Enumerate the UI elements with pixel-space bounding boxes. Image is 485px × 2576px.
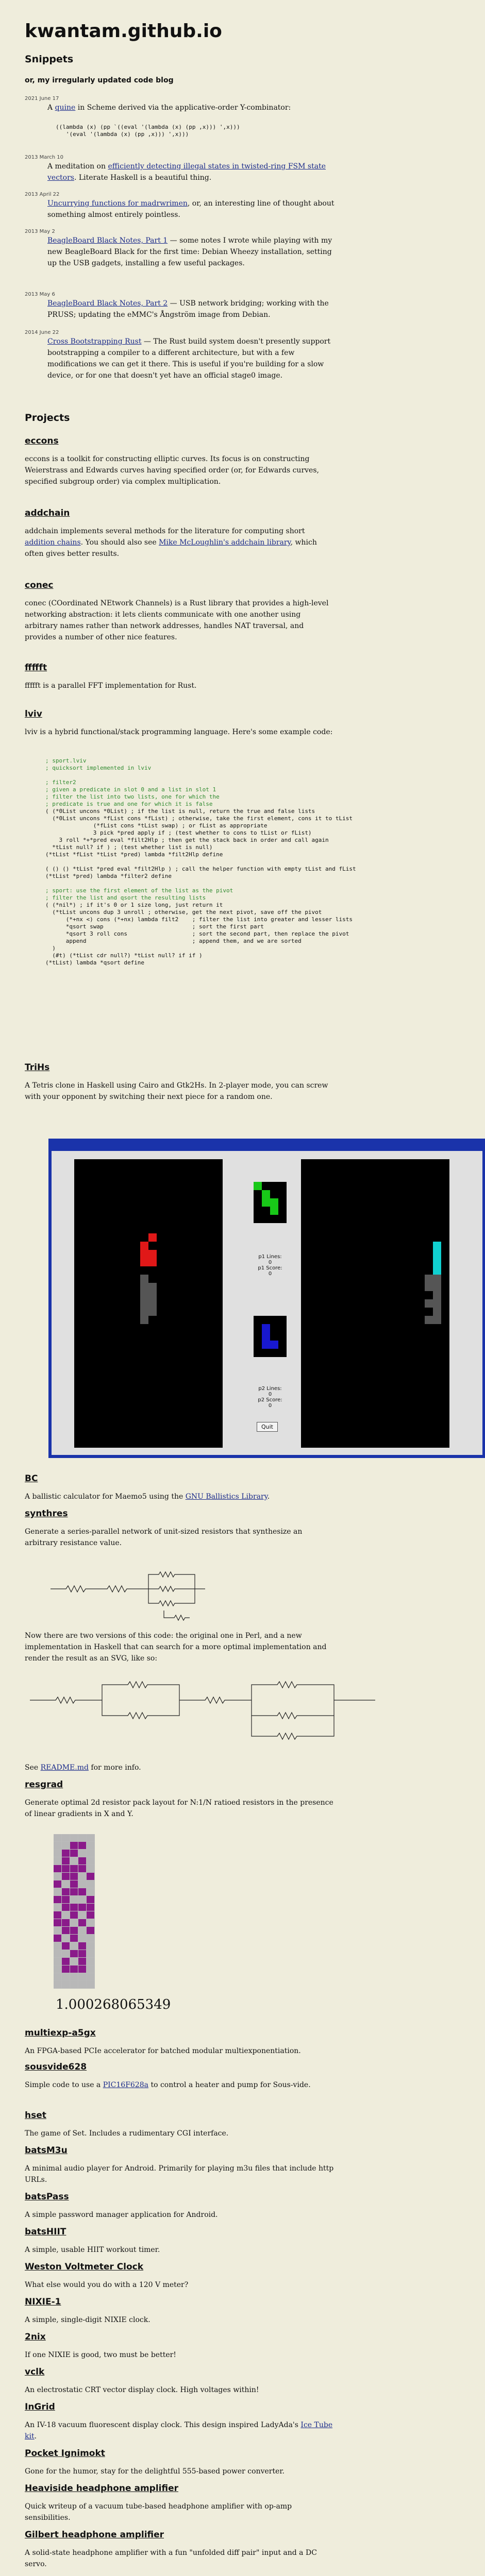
- tetris-block: [140, 1250, 148, 1258]
- resgrad-cell: [54, 1958, 61, 1965]
- project-desc: [25, 1762, 334, 1773]
- code-line: (#t) (*tList cdr null?) *tList null? if if ): [52, 952, 203, 959]
- resgrad-figure: [54, 1834, 95, 1989]
- resgrad-cell: [87, 1981, 94, 1988]
- resgrad-cell: [70, 1834, 78, 1841]
- resgrad-cell: [70, 1873, 78, 1880]
- post-date: 2013 May 6: [25, 292, 55, 297]
- code-line: ; filter the list into two lists, one for which the: [45, 793, 220, 800]
- project-title-vclk[interactable]: vclk: [25, 2367, 45, 2377]
- tetris-block: [433, 1316, 441, 1324]
- resgrad-cell: [54, 1834, 61, 1841]
- resgrad-caption: 1.000268065349: [56, 1997, 171, 2012]
- resgrad-cell: [87, 1927, 94, 1934]
- resgrad-cell: [54, 1981, 61, 1988]
- resgrad-cell: [62, 1981, 70, 1988]
- tetris-block: [262, 1341, 270, 1349]
- resgrad-cell: [70, 1935, 78, 1942]
- post-text-post: in Scheme derived via the applicative-order Y-combinator:: [75, 104, 291, 112]
- projects-heading: Projects: [25, 412, 70, 423]
- resgrad-cell: [78, 1904, 86, 1911]
- resgrad-cell: [62, 1904, 70, 1911]
- resgrad-cell: [54, 1911, 61, 1919]
- tetris-block: [148, 1308, 157, 1316]
- resgrad-cell: [62, 1842, 70, 1849]
- resgrad-cell: [62, 1880, 70, 1888]
- post-text-pre: A meditation on: [47, 162, 108, 171]
- resgrad-cell: [54, 1896, 61, 1903]
- code-line: (*tList uncons dup 3 unroll ; otherwise, get the next pivot, save off the pivot: [52, 909, 322, 916]
- project-desc-text: .: [34, 2432, 37, 2441]
- post-link[interactable]: BeagleBoard Black Notes, Part 1: [47, 236, 168, 245]
- post-link[interactable]: BeagleBoard Black Notes, Part 2: [47, 299, 168, 308]
- p2-next-piece: [254, 1316, 287, 1357]
- code-line: ( (*0List uncons *0List) ; if the list is null, return the true and false lists: [45, 808, 315, 815]
- resgrad-cell: [78, 1927, 86, 1934]
- post-text-post: . Literate Haskell is a beautiful thing.: [74, 174, 212, 182]
- resgrad-cell: [78, 1950, 86, 1957]
- resgrad-cell: [62, 1942, 70, 1950]
- project-title-batsm3u[interactable]: batsM3u: [25, 2145, 68, 2156]
- tetris-block: [148, 1250, 157, 1258]
- resgrad-cell: [70, 1965, 78, 1973]
- resgrad-cell: [87, 1865, 94, 1872]
- post-item: [47, 161, 336, 183]
- resgrad-cell: [87, 1958, 94, 1965]
- project-desc: A simple, single-digit NIXIE clock.: [25, 2316, 150, 2324]
- resgrad-cell: [62, 1950, 70, 1957]
- resgrad-cell: [78, 1888, 86, 1895]
- project-title-trihs[interactable]: TriHs: [25, 1062, 50, 1073]
- snippets-heading: Snippets: [25, 54, 74, 65]
- project-desc: A solid-state headphone amplifier with a fun "unfolded diff pair" input and a DC servo.: [25, 2549, 317, 2568]
- project-desc-text: for more info.: [88, 1764, 141, 1772]
- resgrad-cell: [78, 1873, 86, 1880]
- resgrad-cell: [54, 1935, 61, 1942]
- project-desc: An electrostatic CRT vector display clock. High voltages within!: [25, 2386, 259, 2394]
- code-line: *qsort swap ; sort the first part: [65, 923, 264, 930]
- resgrad-cell: [78, 1965, 86, 1973]
- tetris-block: [433, 1258, 441, 1266]
- p1-board: [74, 1159, 223, 1448]
- tetris-block: [433, 1266, 441, 1275]
- project-title-batspass[interactable]: batsPass: [25, 2192, 69, 2202]
- resgrad-cell: [62, 1834, 70, 1841]
- tetris-block: [140, 1316, 148, 1324]
- project-title-ffffft[interactable]: ffffft: [25, 663, 47, 673]
- resgrad-cell: [70, 1850, 78, 1857]
- readme-link[interactable]: README.md: [40, 1764, 89, 1772]
- post-item: [47, 198, 336, 221]
- project-desc: [25, 2079, 334, 2091]
- tetris-block: [262, 1332, 270, 1341]
- resgrad-cell: [70, 1842, 78, 1849]
- resgrad-cell: [54, 1965, 61, 1973]
- project-desc: lviv is a hybrid functional/stack programming language. Here's some example code:: [25, 728, 333, 736]
- project-title-hset[interactable]: hset: [25, 2110, 46, 2121]
- tetris-block: [433, 1299, 441, 1308]
- tetris-block: [433, 1275, 441, 1283]
- project-desc: Generate optimal 2d resistor pack layout for N:1/N ratioed resistors in the presence of linear gradients in X and Y.: [25, 1799, 333, 1818]
- resgrad-cell: [78, 1981, 86, 1988]
- project-desc: Now there are two versions of this code: the original one in Perl, and a new implementation in Haskell that can search for a more optimal implementation and render the result as an SVG, like so:: [25, 1632, 327, 1663]
- code-line: (*0List uncons *fList cons *fList) ; otherwise, take the first element, cons it to tList: [52, 815, 353, 822]
- code-line: ; filter the list and qsort the resulting lists: [45, 894, 206, 901]
- tetris-block: [425, 1283, 433, 1291]
- post-link[interactable]: quine: [55, 104, 76, 112]
- post-date: 2014 June 22: [25, 330, 59, 335]
- gnu-ballistics-link[interactable]: GNU Ballistics Library: [185, 1493, 267, 1501]
- resgrad-cell: [70, 1904, 78, 1911]
- resgrad-cell: [78, 1857, 86, 1865]
- tetris-block: [254, 1182, 262, 1190]
- project-title-heaviside[interactable]: Heaviside headphone amplifier: [25, 2483, 178, 2494]
- tetris-client-area: [52, 1151, 482, 1455]
- tetris-block: [148, 1283, 157, 1291]
- project-title-multiexp[interactable]: multiexp-a5gx: [25, 2028, 96, 2038]
- resgrad-cell: [87, 1942, 94, 1950]
- mcloughlin-addchain-link[interactable]: Mike McLoughlin's addchain library: [159, 538, 291, 547]
- p1-lines-label: p1 Lines:: [258, 1254, 282, 1260]
- post-text-pre: A: [47, 104, 55, 112]
- code-line: ( () () *tList *pred eval *filt2Hlp ) ; call the helper function with empty tList and fList: [45, 866, 356, 872]
- code-line: 3 roll *+*pred eval *filt2Hlp ; then get the stack back in order and call again: [59, 837, 329, 843]
- post-text-post: — some notes I wrote while playing with my new BeagleBoard Black for the first time: Debian Wheezy installation, setting up the USB gadgets, installing a few useful packages.: [47, 236, 332, 267]
- project-title-lviv[interactable]: lviv: [25, 709, 42, 719]
- code-line: ; sport.lviv: [45, 757, 87, 764]
- project-desc-text: A ballistic calculator for Maemo5 using the: [25, 1493, 186, 1501]
- project-desc-text: , which often gives better results.: [25, 538, 317, 558]
- project-desc: A simple, usable HIIT workout timer.: [25, 2246, 160, 2254]
- project-title-pocket[interactable]: Pocket Ignimokt: [25, 2448, 105, 2459]
- code-line: (*tList *pred) lambda *filter2 define: [45, 873, 172, 879]
- resgrad-cell: [62, 1850, 70, 1857]
- project-desc: ffffft is a parallel FFT implementation for Rust.: [25, 682, 197, 690]
- resgrad-cell: [54, 1904, 61, 1911]
- p1-score-label: p1 Score:: [258, 1265, 282, 1271]
- resgrad-cell: [62, 1888, 70, 1895]
- project-title-nixie-1[interactable]: NIXIE-1: [25, 2297, 61, 2307]
- project-title-gilbert[interactable]: Gilbert headphone amplifier: [25, 2530, 164, 2540]
- post-item: [47, 102, 336, 113]
- code-line: ; given a predicate in slot 0 and a list in slot 1: [45, 786, 216, 793]
- resgrad-cell: [87, 1896, 94, 1903]
- synthres-figure-2: [25, 1669, 386, 1752]
- post-item: [47, 336, 336, 381]
- project-desc-text: .: [267, 1493, 270, 1501]
- resgrad-cell: [70, 1942, 78, 1950]
- addition-chains-link[interactable]: addition chains: [25, 538, 81, 547]
- code-line: ; sport: use the first element of the list as the pivot: [45, 887, 233, 894]
- resgrad-cell: [78, 1842, 86, 1849]
- resgrad-cell: [54, 1842, 61, 1849]
- resgrad-cell: [78, 1880, 86, 1888]
- tetris-block: [148, 1291, 157, 1299]
- resgrad-cell: [62, 1973, 70, 1980]
- resgrad-cell: [78, 1942, 86, 1950]
- resgrad-cell: [62, 1911, 70, 1919]
- code-line: 3 pick *pred apply if ; (test whether to cons to tList or fList): [93, 829, 312, 836]
- quit-button[interactable]: Quit: [257, 1422, 278, 1432]
- code-line: ; filter2: [45, 779, 76, 786]
- resgrad-cell: [70, 1919, 78, 1926]
- project-title-eccons[interactable]: eccons: [25, 436, 59, 446]
- project-title-synthres[interactable]: synthres: [25, 1509, 68, 1519]
- tetris-block: [140, 1299, 148, 1308]
- ice-tube-link[interactable]: Ice Tube kit: [25, 2421, 333, 2441]
- post-date: 2021 June 17: [25, 96, 59, 101]
- resgrad-cell: [78, 1958, 86, 1965]
- quine-code: [56, 124, 447, 138]
- project-title-batshiit[interactable]: batsHIIT: [25, 2227, 66, 2237]
- quine-line: '(eval '(lambda (x) (pp ,x))) ',x))): [56, 131, 189, 138]
- code-line: (*fList cons *tList swap) ; or fList as appropriate: [93, 822, 267, 829]
- post-date: 2013 March 10: [25, 155, 64, 160]
- tetris-block: [140, 1283, 148, 1291]
- project-desc: A simple password manager application for Android.: [25, 2211, 218, 2219]
- project-title-ingrid[interactable]: InGrid: [25, 2402, 55, 2412]
- resgrad-cell: [62, 1873, 70, 1880]
- p2-score-value: 0: [268, 1403, 272, 1409]
- p2-score-label: p2 Score:: [258, 1397, 282, 1403]
- resgrad-cell: [87, 1973, 94, 1980]
- tetris-block: [433, 1291, 441, 1299]
- project-desc-text: See: [25, 1764, 41, 1772]
- resgrad-cell: [87, 1965, 94, 1973]
- post-link[interactable]: Cross Bootstrapping Rust: [47, 337, 142, 346]
- resgrad-cell: [54, 1865, 61, 1872]
- resgrad-cell: [87, 1880, 94, 1888]
- project-title-weston-clock[interactable]: Weston Voltmeter Clock: [25, 2262, 144, 2272]
- pic-link[interactable]: PIC16F628a: [103, 2081, 148, 2089]
- resgrad-cell: [62, 1896, 70, 1903]
- project-desc: conec (COordinated NEtwork Channels) is a Rust library that provides a high-level networking abstraction: it lets clients communicate with one another using arbitrary names rather than network addresses, handles NAT traversal, and provides a number of other nice features.: [25, 599, 329, 641]
- code-line: ; quicksort implemented in lviv: [45, 765, 152, 771]
- post-date: 2013 April 22: [25, 192, 60, 197]
- project-title-conec[interactable]: conec: [25, 580, 54, 590]
- code-line: append ; append them, and we are sorted: [65, 938, 302, 944]
- project-title-resgrad[interactable]: resgrad: [25, 1780, 63, 1790]
- code-line: (*tList) lambda *qsort define: [45, 959, 145, 966]
- p1-score-value: 0: [268, 1271, 272, 1277]
- project-desc-text: Simple code to use a: [25, 2081, 103, 2089]
- p2-lines-label: p2 Lines:: [258, 1386, 282, 1392]
- synthres-figure-1: [45, 1564, 210, 1621]
- resgrad-cell: [87, 1904, 94, 1911]
- project-desc: An FPGA-based PCIe accelerator for batched modular multiexponentiation.: [25, 2047, 301, 2055]
- project-desc: Generate a series-parallel network of unit-sized resistors that synthesize an arbitrary resistance value.: [25, 1528, 303, 1547]
- project-desc: Quick writeup of a vacuum tube-based headphone amplifier with op-amp sensibilities.: [25, 2502, 292, 2522]
- post-date: 2013 May 2: [25, 229, 55, 234]
- resgrad-cell: [78, 1935, 86, 1942]
- tetris-block: [262, 1198, 270, 1207]
- tetris-block: [270, 1207, 278, 1215]
- code-line: ( (*nil*) ; if it's 0 or 1 size long, just return it: [45, 902, 223, 908]
- resgrad-cell: [70, 1950, 78, 1957]
- project-desc-text: . You should also see: [80, 538, 159, 547]
- p1-next-piece: [254, 1182, 287, 1223]
- resgrad-cell: [78, 1973, 86, 1980]
- code-line: *qsort 3 roll cons ; sort the second part, then replace the pivot: [65, 930, 349, 937]
- resgrad-cell: [87, 1911, 94, 1919]
- project-desc: [25, 1491, 334, 1502]
- tetris-block: [433, 1242, 441, 1250]
- resgrad-cell: [87, 1842, 94, 1849]
- post-item: [47, 235, 336, 269]
- resgrad-cell: [62, 1935, 70, 1942]
- tetris-block: [425, 1316, 433, 1324]
- quine-line: ((lambda (x) (pp `((eval '(lambda (x) (pp ,x))) ',x))): [56, 124, 240, 130]
- tetris-block: [270, 1198, 278, 1207]
- project-desc: [25, 526, 334, 560]
- post-text-post: — The Rust build system doesn't presently support bootstrapping a compiler to a different architecture, but with a few modifications we can get it there. This is useful if you're building for a slow device, or for one that doesn't yet have an official stage0 image.: [47, 337, 331, 380]
- resgrad-cell: [70, 1880, 78, 1888]
- resgrad-cell: [70, 1865, 78, 1872]
- project-title-2nix[interactable]: 2nix: [25, 2332, 46, 2342]
- project-desc: A minimal audio player for Android. Primarily for playing m3u files that include http URLs.: [25, 2164, 334, 2184]
- tetris-block: [262, 1324, 270, 1332]
- resgrad-cell: [62, 1927, 70, 1934]
- resgrad-cell: [54, 1973, 61, 1980]
- tetris-block: [433, 1250, 441, 1258]
- p2-lines-value: 0: [268, 1392, 272, 1397]
- tetris-block: [270, 1341, 278, 1349]
- project-desc: The game of Set. Includes a rudimentary CGI interface.: [25, 2129, 229, 2138]
- project-desc-text: to control a heater and pump for Sous-vide.: [148, 2081, 311, 2089]
- project-desc: eccons is a toolkit for constructing elliptic curves. Its focus is on constructing Weierstrass and Edwards curves having specified order (or, for Edwards curves, specified subgroup order) via complex multiplication.: [25, 455, 319, 486]
- resgrad-cell: [70, 1973, 78, 1980]
- tetris-block: [148, 1258, 157, 1266]
- resgrad-cell: [78, 1896, 86, 1903]
- resgrad-cell: [54, 1850, 61, 1857]
- project-desc: Gone for the humor, stay for the delightful 555-based power converter.: [25, 2467, 285, 2476]
- project-title-bc[interactable]: BC: [25, 1473, 38, 1484]
- code-line: ): [52, 945, 56, 952]
- resgrad-cell: [87, 1950, 94, 1957]
- resgrad-cell: [62, 1919, 70, 1926]
- resgrad-cell: [62, 1857, 70, 1865]
- code-line: ; predicate is true and one for which it is false: [45, 801, 213, 807]
- post-text-post: — USB network bridging; working with the PRUSS; updating the eMMC's Ångström image from Debian.: [47, 299, 329, 319]
- tetris-block: [140, 1291, 148, 1299]
- resgrad-cell: [70, 1911, 78, 1919]
- post-link[interactable]: Uncurrying functions for madrwrimen: [47, 199, 188, 208]
- tetris-block: [425, 1275, 433, 1283]
- resgrad-cell: [78, 1834, 86, 1841]
- snippets-subtitle: or, my irregularly updated code blog: [25, 76, 174, 84]
- tetris-block: [148, 1233, 157, 1242]
- resgrad-cell: [78, 1911, 86, 1919]
- resgrad-cell: [70, 1981, 78, 1988]
- resgrad-cell: [70, 1927, 78, 1934]
- resgrad-cell: [78, 1919, 86, 1926]
- resgrad-cell: [87, 1850, 94, 1857]
- tetris-block: [140, 1308, 148, 1316]
- tetris-block: [140, 1258, 148, 1266]
- resgrad-cell: [62, 1958, 70, 1965]
- tetris-block: [433, 1283, 441, 1291]
- resgrad-cell: [87, 1919, 94, 1926]
- p1-lines-value: 0: [268, 1260, 272, 1265]
- resgrad-cell: [70, 1888, 78, 1895]
- resgrad-cell: [87, 1834, 94, 1841]
- resgrad-cell: [54, 1919, 61, 1926]
- post-item: [47, 298, 336, 320]
- tetris-block: [140, 1275, 148, 1283]
- project-desc: If one NIXIE is good, two must be better!: [25, 2351, 176, 2359]
- resgrad-cell: [62, 1965, 70, 1973]
- resgrad-cell: [54, 1857, 61, 1865]
- resgrad-cell: [87, 1888, 94, 1895]
- resgrad-cell: [54, 1950, 61, 1957]
- post-link[interactable]: efficiently detecting illegal states in twisted-ring FSM state vectors: [47, 162, 326, 182]
- resgrad-cell: [70, 1857, 78, 1865]
- resgrad-cell: [87, 1857, 94, 1865]
- project-desc-text: addchain implements several methods for the literature for computing short: [25, 527, 305, 535]
- project-title-addchain[interactable]: addchain: [25, 508, 70, 518]
- resgrad-cell: [54, 1873, 61, 1880]
- resgrad-cell: [54, 1880, 61, 1888]
- code-line: *tList null? if ) ; (test whether list is null): [52, 844, 213, 851]
- project-desc-text: An IV-18 vacuum fluorescent display clock. This design inspired LadyAda's: [25, 2421, 301, 2429]
- tetris-block: [262, 1190, 270, 1198]
- tetris-screenshot: [48, 1139, 485, 1458]
- resgrad-cell: [87, 1873, 94, 1880]
- project-title-sousvide[interactable]: sousvide628: [25, 2062, 87, 2072]
- resgrad-cell: [70, 1958, 78, 1965]
- project-desc: [25, 2419, 334, 2442]
- resgrad-cell: [54, 1888, 61, 1895]
- code-line: (*tList *fList *tList *pred) lambda *filt2Hlp define: [45, 851, 223, 858]
- site-title: kwantam.github.io: [25, 21, 222, 42]
- p2-board: [301, 1159, 449, 1448]
- resgrad-cell: [70, 1896, 78, 1903]
- project-desc: What else would you do with a 120 V meter?: [25, 2281, 189, 2289]
- resgrad-cell: [78, 1865, 86, 1872]
- tetris-block: [425, 1299, 433, 1308]
- lviv-code-block: [45, 757, 478, 967]
- p1-stats: [242, 1254, 298, 1277]
- code-line: (*+nx <) cons (*+nx) lambda filt2 ; filter the list into greater and lesser lists: [65, 916, 353, 923]
- project-desc: A Tetris clone in Haskell using Cairo and Gtk2Hs. In 2-player mode, you can screw with your opponent by switching their next piece for a random one.: [25, 1081, 328, 1101]
- resgrad-cell: [54, 1927, 61, 1934]
- resgrad-cell: [87, 1935, 94, 1942]
- resgrad-cell: [54, 1942, 61, 1950]
- p2-stats: [242, 1386, 298, 1409]
- tetris-block: [148, 1299, 157, 1308]
- tetris-block: [433, 1308, 441, 1316]
- tetris-block: [140, 1242, 148, 1250]
- resgrad-cell: [78, 1850, 86, 1857]
- post-text-post: , or, an interesting line of thought about something almost entirely pointless.: [47, 199, 335, 219]
- tetris-titlebar: [51, 1141, 483, 1150]
- resgrad-cell: [62, 1865, 70, 1872]
